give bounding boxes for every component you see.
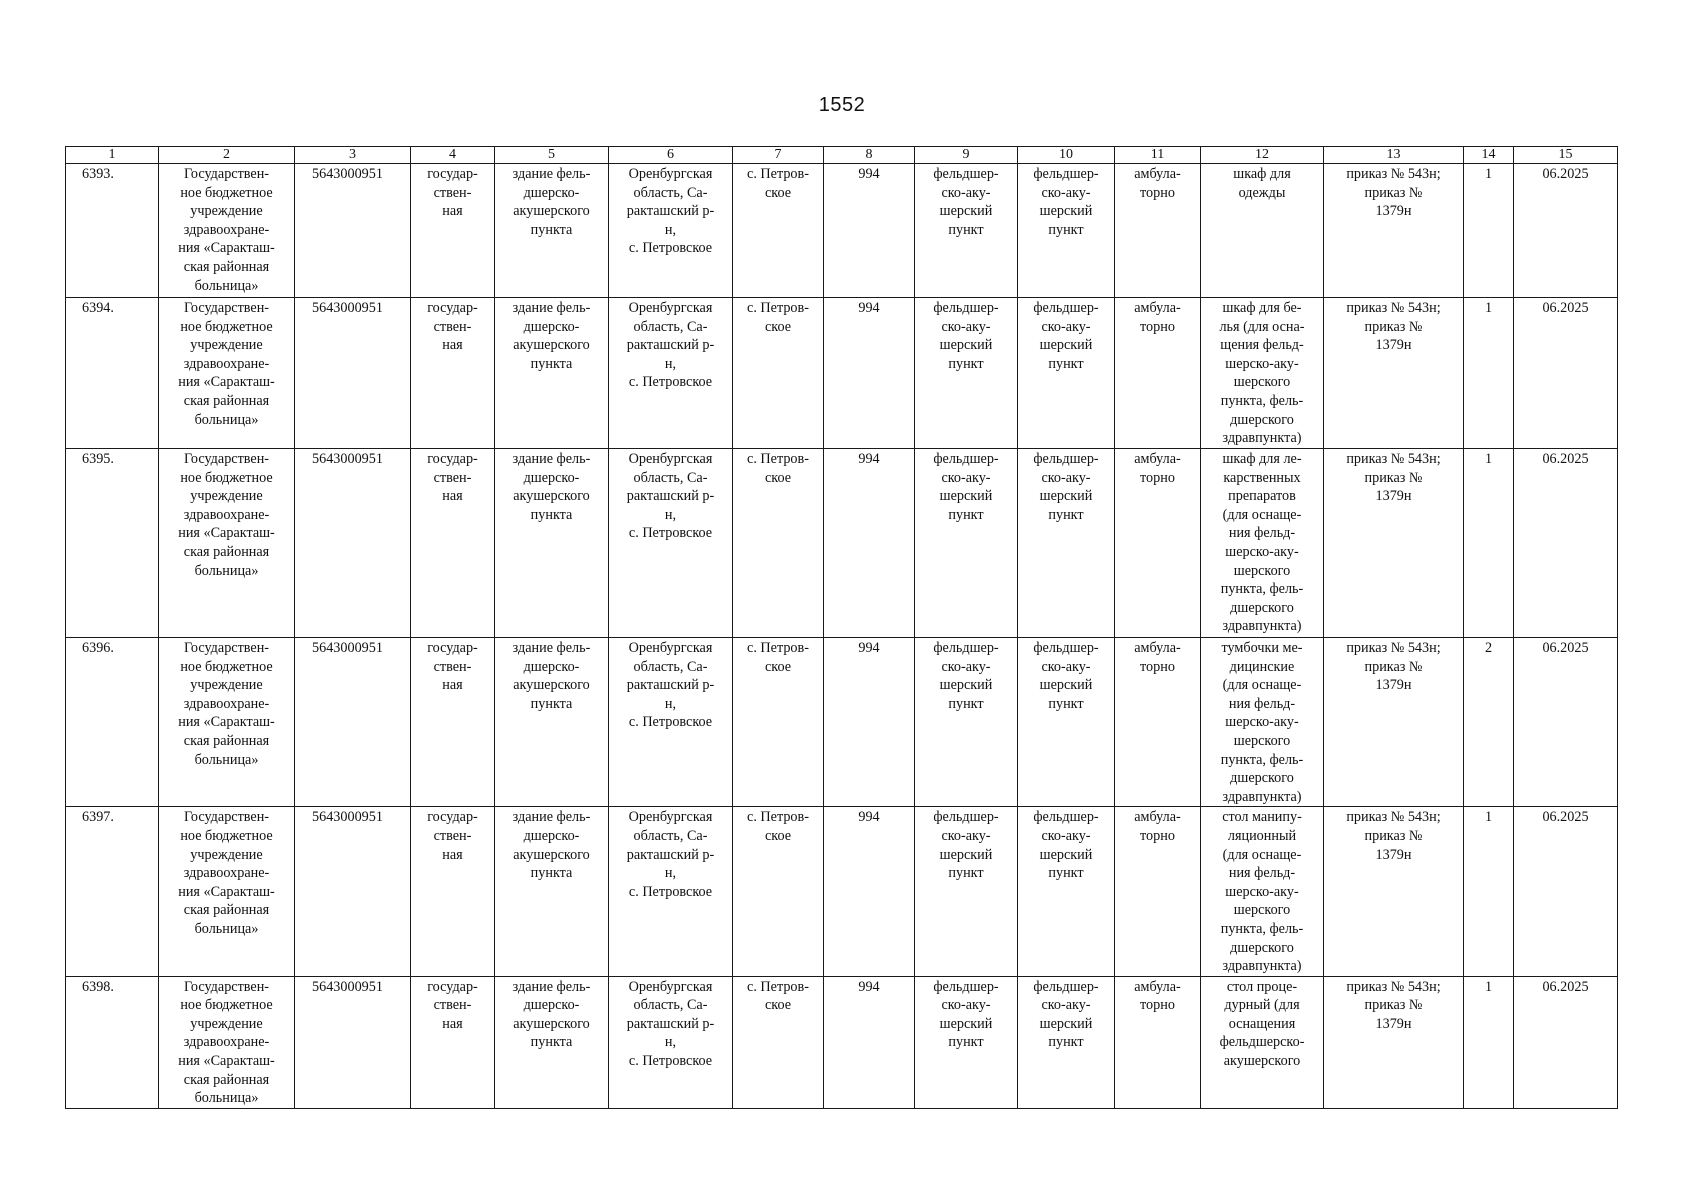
column-header: 10 (1018, 147, 1115, 164)
order-reference: приказ № 543н; приказ № 1379н (1324, 976, 1464, 1108)
settlement: с. Петров- ское (733, 164, 824, 298)
unit-type: фельдшер- ско-аку- шерский пункт (1018, 449, 1115, 638)
inn: 5643000951 (295, 638, 411, 807)
registry-table (65, 146, 1618, 1109)
order-reference: приказ № 543н; приказ № 1379н (1324, 164, 1464, 298)
facility-type: фельдшер- ско-аку- шерский пункт (915, 976, 1018, 1108)
column-number-row (66, 147, 1618, 164)
organization-name: Государствен- ное бюджетное учреждение здравоохране- ния «Саракташ- ская районная больница» (159, 164, 295, 298)
code: 994 (824, 164, 915, 298)
code: 994 (824, 298, 915, 449)
settlement: с. Петров- ское (733, 976, 824, 1108)
table-row (66, 976, 1618, 1108)
address: Оренбургская область, Са- ракташский р- н, с. Петровское (609, 976, 733, 1108)
unit-type: фельдшер- ско-аку- шерский пункт (1018, 298, 1115, 449)
building-type: здание фель- дшерско- акушерского пункта (495, 298, 609, 449)
table-row (66, 449, 1618, 638)
equipment: стол проце- дурный (для оснащения фельдшерско- акушерского (1201, 976, 1324, 1108)
organization-name: Государствен- ное бюджетное учреждение здравоохране- ния «Саракташ- ская районная больница» (159, 298, 295, 449)
order-reference: приказ № 543н; приказ № 1379н (1324, 638, 1464, 807)
unit-type: фельдшер- ско-аку- шерский пункт (1018, 164, 1115, 298)
equipment: шкаф для бе- лья (для осна- щения фельд- шерско-аку- шерского пункта, фель- дшерского здравпункта) (1201, 298, 1324, 449)
row-number: 6398. (66, 976, 159, 1108)
row-number: 6394. (66, 298, 159, 449)
column-header: 1 (66, 147, 159, 164)
column-header: 14 (1464, 147, 1514, 164)
organization-name: Государствен- ное бюджетное учреждение здравоохране- ния «Саракташ- ская районная больница» (159, 449, 295, 638)
facility-type: фельдшер- ско-аку- шерский пункт (915, 638, 1018, 807)
care-condition: амбула- торно (1115, 298, 1201, 449)
column-header: 7 (733, 147, 824, 164)
equipment: тумбочки ме- дицинские (для оснаще- ния фельд- шерско-аку- шерского пункта, фель- дшерского здравпункта) (1201, 638, 1324, 807)
facility-type: фельдшер- ско-аку- шерский пункт (915, 449, 1018, 638)
inn: 5643000951 (295, 976, 411, 1108)
address: Оренбургская область, Са- ракташский р- н, с. Петровское (609, 449, 733, 638)
building-type: здание фель- дшерско- акушерского пункта (495, 807, 609, 976)
row-number: 6396. (66, 638, 159, 807)
settlement: с. Петров- ское (733, 638, 824, 807)
inn: 5643000951 (295, 164, 411, 298)
table-row (66, 164, 1618, 298)
address: Оренбургская область, Са- ракташский р- н, с. Петровское (609, 807, 733, 976)
unit-type: фельдшер- ско-аку- шерский пункт (1018, 976, 1115, 1108)
column-header: 5 (495, 147, 609, 164)
code: 994 (824, 449, 915, 638)
settlement: с. Петров- ское (733, 298, 824, 449)
care-condition: амбула- торно (1115, 638, 1201, 807)
column-header: 2 (159, 147, 295, 164)
code: 994 (824, 976, 915, 1108)
column-header: 6 (609, 147, 733, 164)
order-reference: приказ № 543н; приказ № 1379н (1324, 298, 1464, 449)
inn: 5643000951 (295, 807, 411, 976)
care-condition: амбула- торно (1115, 449, 1201, 638)
code: 994 (824, 807, 915, 976)
row-number: 6397. (66, 807, 159, 976)
order-reference: приказ № 543н; приказ № 1379н (1324, 807, 1464, 976)
inn: 5643000951 (295, 298, 411, 449)
row-number: 6395. (66, 449, 159, 638)
unit-type: фельдшер- ско-аку- шерский пункт (1018, 638, 1115, 807)
equipment: шкаф для одежды (1201, 164, 1324, 298)
table-row (66, 807, 1618, 976)
column-header: 11 (1115, 147, 1201, 164)
ownership-form: государ- ствен- ная (411, 807, 495, 976)
ownership-form: государ- ствен- ная (411, 164, 495, 298)
equipment: шкаф для ле- карственных препаратов (для оснаще- ния фельд- шерско-аку- шерского пункта, фель- дшерского здравпункта) (1201, 449, 1324, 638)
date: 06.2025 (1514, 449, 1618, 638)
order-reference: приказ № 543н; приказ № 1379н (1324, 449, 1464, 638)
date: 06.2025 (1514, 298, 1618, 449)
date: 06.2025 (1514, 807, 1618, 976)
page-number: 1552 (818, 94, 866, 116)
date: 06.2025 (1514, 976, 1618, 1108)
facility-type: фельдшер- ско-аку- шерский пункт (915, 164, 1018, 298)
quantity: 1 (1464, 807, 1514, 976)
column-header: 13 (1324, 147, 1464, 164)
facility-type: фельдшер- ско-аку- шерский пункт (915, 298, 1018, 449)
quantity: 1 (1464, 164, 1514, 298)
organization-name: Государствен- ное бюджетное учреждение здравоохране- ния «Саракташ- ская районная больница» (159, 638, 295, 807)
date: 06.2025 (1514, 638, 1618, 807)
building-type: здание фель- дшерско- акушерского пункта (495, 638, 609, 807)
column-header: 15 (1514, 147, 1618, 164)
building-type: здание фель- дшерско- акушерского пункта (495, 449, 609, 638)
ownership-form: государ- ствен- ная (411, 976, 495, 1108)
code: 994 (824, 638, 915, 807)
column-header: 12 (1201, 147, 1324, 164)
column-header: 3 (295, 147, 411, 164)
table-row (66, 638, 1618, 807)
quantity: 1 (1464, 976, 1514, 1108)
column-header: 8 (824, 147, 915, 164)
equipment: стол манипу- ляционный (для оснаще- ния фельд- шерско-аку- шерского пункта, фель- дшерского здравпункта) (1201, 807, 1324, 976)
date: 06.2025 (1514, 164, 1618, 298)
table-row (66, 298, 1618, 449)
building-type: здание фель- дшерско- акушерского пункта (495, 164, 609, 298)
address: Оренбургская область, Са- ракташский р- н, с. Петровское (609, 298, 733, 449)
settlement: с. Петров- ское (733, 807, 824, 976)
inn: 5643000951 (295, 449, 411, 638)
address: Оренбургская область, Са- ракташский р- н, с. Петровское (609, 638, 733, 807)
ownership-form: государ- ствен- ная (411, 449, 495, 638)
quantity: 1 (1464, 449, 1514, 638)
column-header: 4 (411, 147, 495, 164)
care-condition: амбула- торно (1115, 807, 1201, 976)
quantity: 1 (1464, 298, 1514, 449)
building-type: здание фель- дшерско- акушерского пункта (495, 976, 609, 1108)
care-condition: амбула- торно (1115, 164, 1201, 298)
ownership-form: государ- ствен- ная (411, 298, 495, 449)
row-number: 6393. (66, 164, 159, 298)
care-condition: амбула- торно (1115, 976, 1201, 1108)
organization-name: Государствен- ное бюджетное учреждение здравоохране- ния «Саракташ- ская районная больница» (159, 807, 295, 976)
unit-type: фельдшер- ско-аку- шерский пункт (1018, 807, 1115, 976)
settlement: с. Петров- ское (733, 449, 824, 638)
ownership-form: государ- ствен- ная (411, 638, 495, 807)
quantity: 2 (1464, 638, 1514, 807)
column-header: 9 (915, 147, 1018, 164)
organization-name: Государствен- ное бюджетное учреждение здравоохране- ния «Саракташ- ская районная больница» (159, 976, 295, 1108)
address: Оренбургская область, Са- ракташский р- н, с. Петровское (609, 164, 733, 298)
facility-type: фельдшер- ско-аку- шерский пункт (915, 807, 1018, 976)
